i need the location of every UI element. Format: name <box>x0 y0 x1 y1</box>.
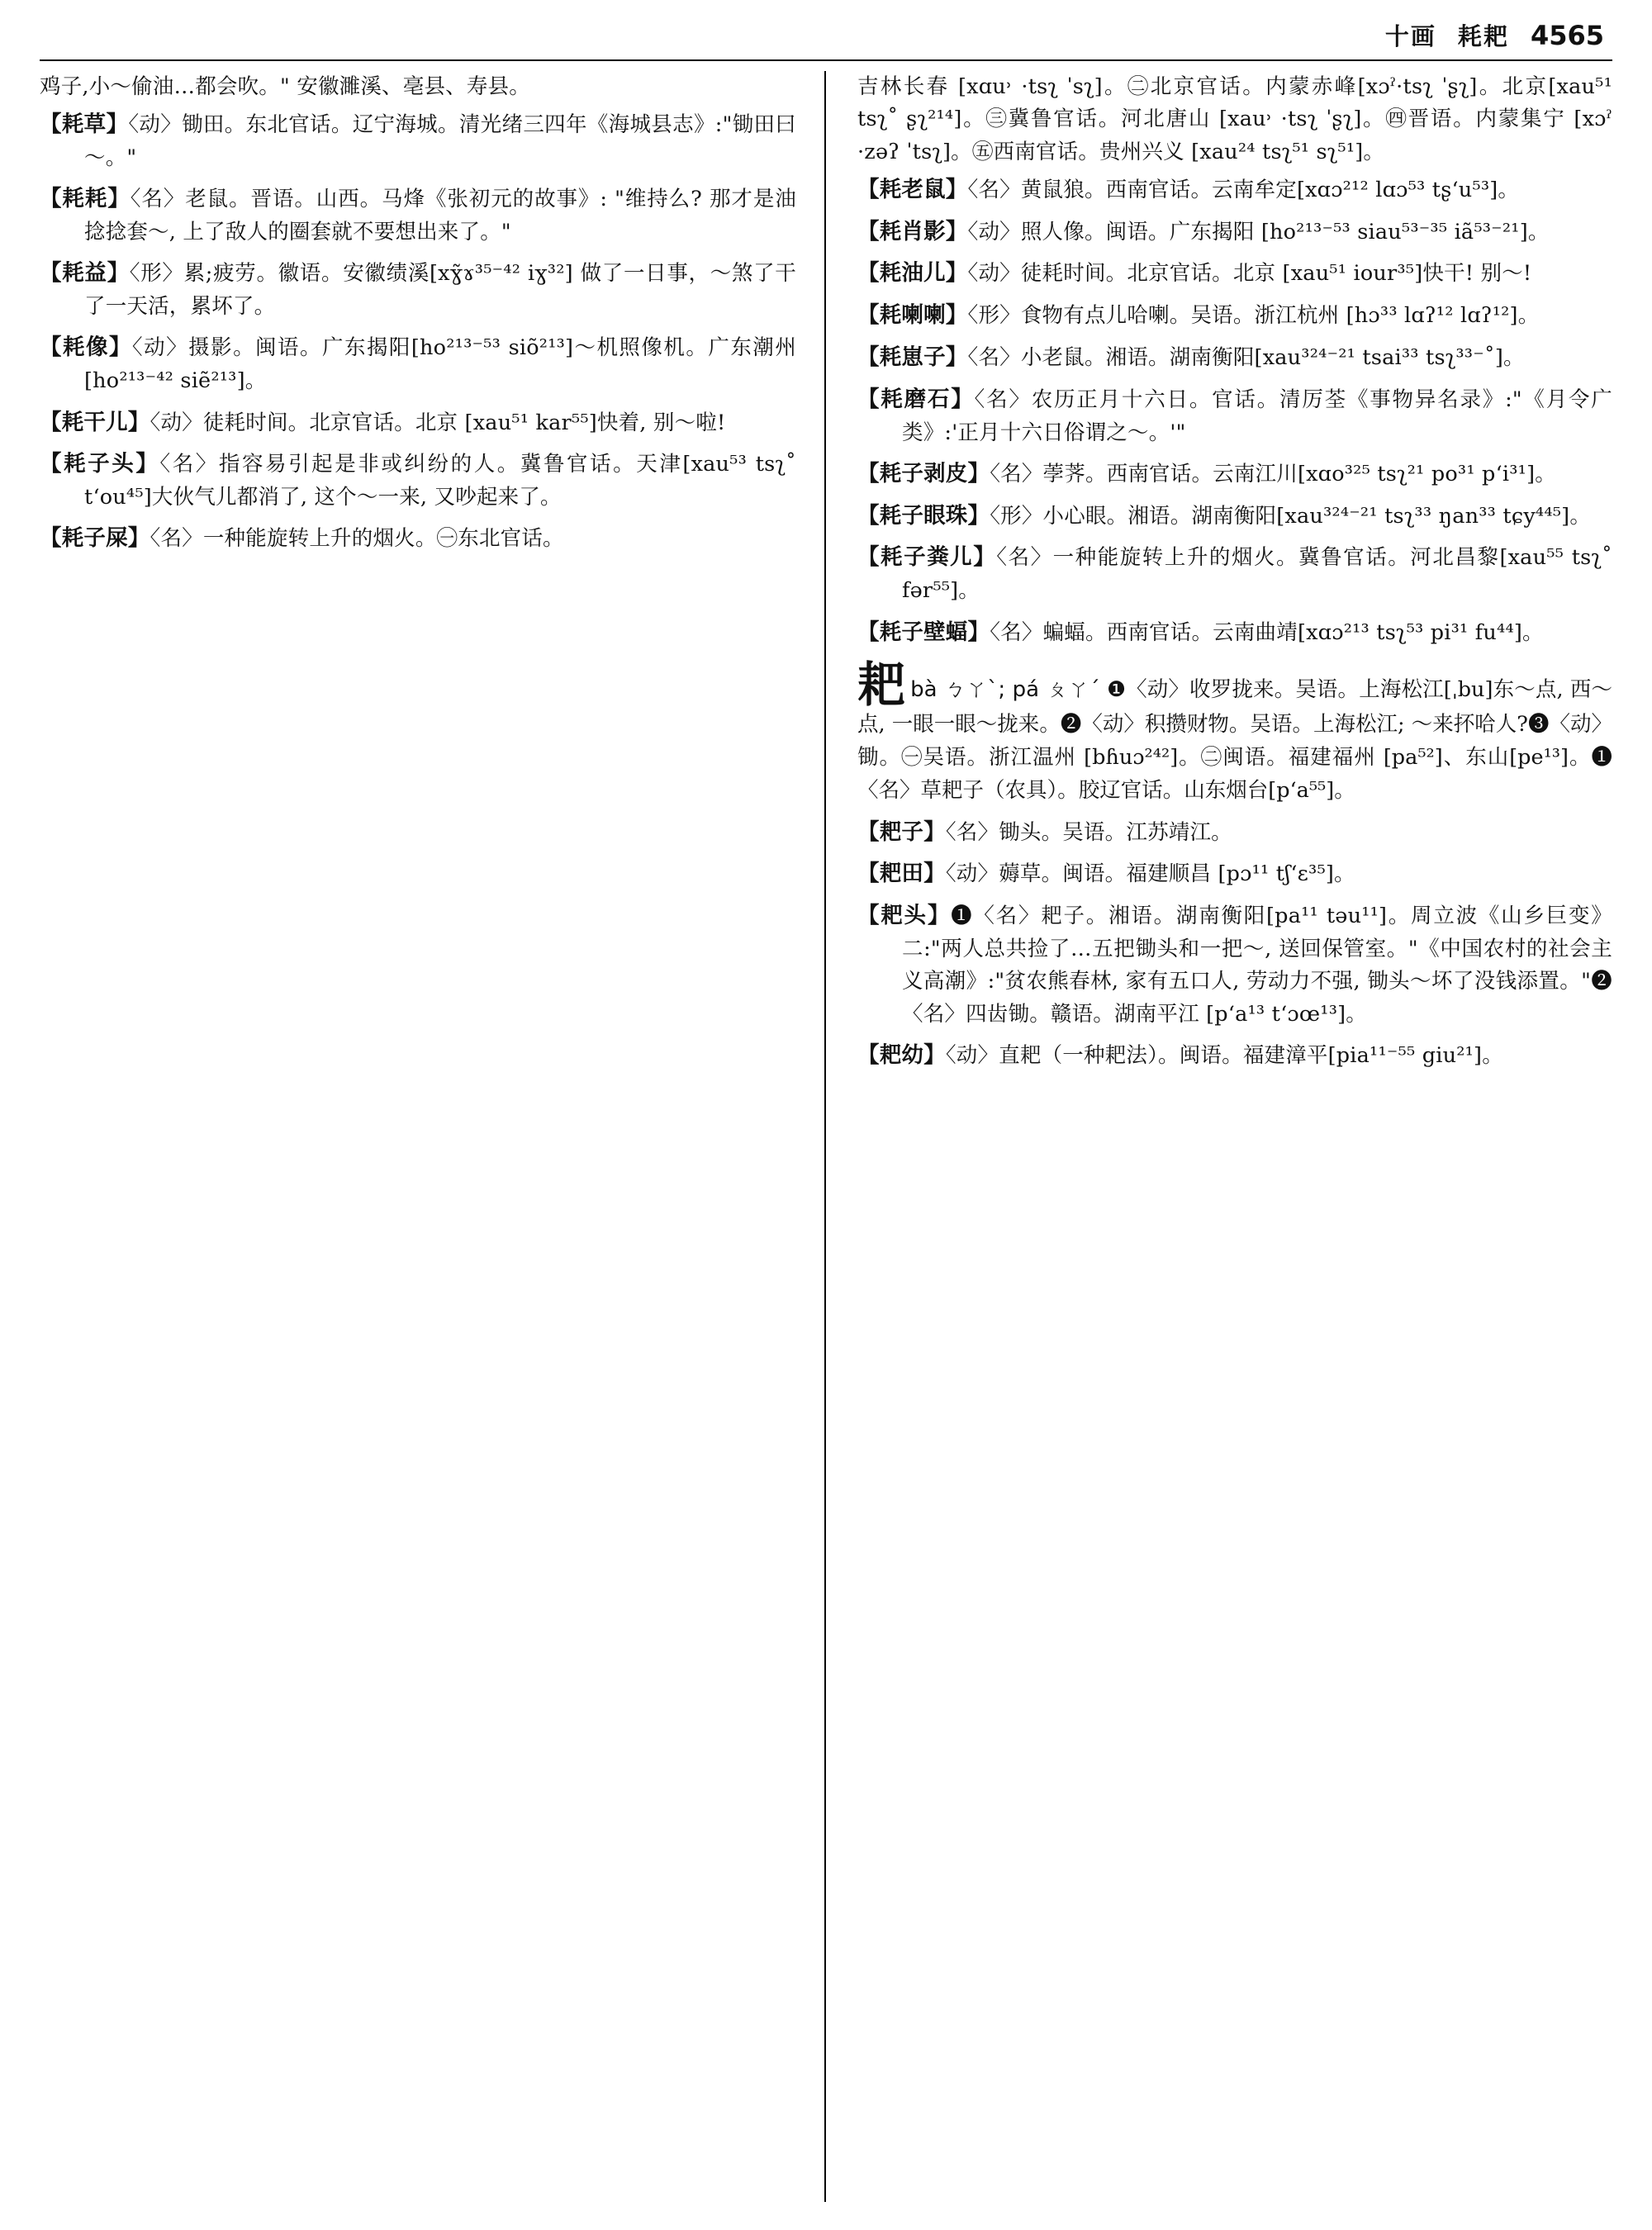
entry-body: 〈名〉蝙蝠。西南官话。云南曲靖[xɑɔ²¹³ tsʅ⁵³ pi³¹ fu⁴⁴]。 <box>990 619 1544 645</box>
entry-body: 〈名〉一种能旋转上升的烟火。冀鲁官话。河北昌黎[xau⁵⁵ tsʅ˚ fər⁵⁵]。 <box>902 545 1612 604</box>
entry-headword: 【耗耗】 <box>40 186 131 212</box>
entry-headword: 【耗崽子】 <box>857 344 968 370</box>
entry-headword: 【耙头】 <box>857 903 952 929</box>
dictionary-entry <box>40 108 796 174</box>
dictionary-entry <box>857 616 1612 650</box>
entry-headword: 【耗子头】 <box>40 451 160 477</box>
entry-body: 〈动〉锄田。东北官话。辽宁海城。清光绪三四年《海城县志》:"锄田曰～。" <box>84 112 796 171</box>
dictionary-entry <box>857 257 1612 291</box>
dictionary-entry <box>857 500 1612 534</box>
entry-headword: 【耗老鼠】 <box>857 176 968 202</box>
head-character-pronunciation: bà ㄅㄚˋ; pá ㄆㄚˊ <box>910 677 1100 703</box>
entry-headword: 【耗子粪儿】 <box>857 544 997 571</box>
dictionary-entry <box>40 257 796 323</box>
entry-body: 〈形〉累;疲劳。徽语。安徽绩溪[xɣ̃ɤ³⁵⁻⁴² iɣ³²] 做了一日事，～煞了干了一天活，累坏了。 <box>84 261 796 320</box>
entry-headword: 【耗喇喇】 <box>857 302 968 329</box>
page-columns <box>40 71 1612 2202</box>
entry-body: 〈动〉薅草。闽语。福建顺昌 [pɔ¹¹ tʃʻɛ³⁵]。 <box>945 861 1355 887</box>
main-head-character-entry <box>857 657 1612 807</box>
dictionary-entry <box>857 1039 1612 1073</box>
entry-headword: 【耗干儿】 <box>40 409 150 435</box>
entry-headword: 【耗子眼珠】 <box>857 502 990 529</box>
entry-body: 〈名〉黄鼠狼。西南官话。云南牟定[xɑɔ²¹² lɑɔ⁵³ tʂʻu⁵³]。 <box>967 177 1520 202</box>
entry-body: 〈名〉老鼠。晋语。山西。马烽《张初元的故事》: "维持么? 那才是油捻捻套～, 上了敌人的圈套就不要想出来了。" <box>84 187 796 245</box>
entry-body: 〈名〉一种能旋转上升的烟火。㊀东北官话。 <box>150 526 564 552</box>
entry-headword: 【耙幼】 <box>857 1041 946 1068</box>
entry-body: 〈名〉荸荠。西南官话。云南江川[xɑo³²⁵ tsʅ²¹ po³¹ pʻi³¹]。 <box>990 461 1556 486</box>
header-stroke-label: 十画 <box>1384 22 1436 50</box>
entry-body: 〈动〉直耙（一种耙法）。闽语。福建漳平[pia¹¹⁻⁵⁵ giu²¹]。 <box>945 1042 1503 1068</box>
dictionary-entry <box>40 522 796 556</box>
dictionary-entry <box>857 299 1612 333</box>
dictionary-entry <box>40 406 796 440</box>
entry-body: 〈名〉小老鼠。湘语。湖南衡阳[xau³²⁴⁻²¹ tsai³³ tsʅ³³⁻˚]。 <box>967 344 1525 370</box>
entry-headword: 【耗子剥皮】 <box>857 460 990 486</box>
dictionary-entry <box>857 541 1612 607</box>
dictionary-entry <box>40 183 796 249</box>
entry-body: 〈动〉摄影。闽语。广东揭阳[ho²¹³⁻⁵³ siõ²¹³]～机照像机。广东潮州[ho²¹³⁻⁴² siẽ²¹³]。 <box>84 335 796 394</box>
entry-headword: 【耗益】 <box>40 260 130 287</box>
dictionary-entry <box>857 216 1612 249</box>
head-character-body: ❶〈动〉收罗拢来。吴语。上海松江[ˌbu]东～点, 西～点, 一眼一眼～拢来。❷〈动〉积攒财物。吴语。上海松江; ～来抔哈人?❸〈动〉锄。㊀吴语。浙江温州 [bɦuɔ²⁴²]。㊁闽语。福建福州 [pa⁵²]、东山[pe¹³]。❶〈名〉草耙子（农具）。胶辽官话。山东烟台[pʻa⁵⁵]。 <box>857 677 1612 803</box>
dictionary-entry <box>857 341 1612 375</box>
entry-headword: 【耗油儿】 <box>857 260 968 287</box>
dictionary-entry <box>857 857 1612 891</box>
continued-paragraph: 鸡子,小～偷油…都会吹。" 安徽濉溪、亳县、寿县。 <box>40 74 530 99</box>
entry-body: 〈名〉锄头。吴语。江苏靖江。 <box>945 819 1232 845</box>
header-rule <box>40 59 1612 61</box>
header-guide-words: 耗耙 <box>1457 22 1509 50</box>
dictionary-entry <box>857 173 1612 207</box>
continued-paragraph: 吉林长春 [xɑu˒ ·tsʅ ˈsʅ]。㊁北京官话。内蒙赤峰[xɔˀ·tsʅ ˈʂʅ]。北京[xau⁵¹ tsʅ˚ ʂʅ²¹⁴]。㊂冀鲁官话。河北唐山 [xau˒ ·tsʅ ˈʂʅ]。㊃晋语。内蒙集宁 [xɔˀ ·zəʔ ˈtsʅ]。㊄西南官话。贵州兴义 [xau²⁴ tsʅ⁵¹ sʅ⁵¹]。 <box>857 74 1612 164</box>
head-character: 耙 <box>857 657 906 714</box>
entry-headword: 【耗像】 <box>40 334 132 361</box>
entry-body: 〈形〉小心眼。湘语。湖南衡阳[xau³²⁴⁻²¹ tsʅ³³ ŋan³³ tɕy⁴⁴⁵]。 <box>990 503 1592 529</box>
dictionary-entry <box>857 816 1612 850</box>
dictionary-entry <box>40 331 796 397</box>
dictionary-entry <box>857 383 1612 449</box>
entry-body: ❶〈名〉耙子。湘语。湖南衡阳[pa¹¹ təu¹¹]。周立波《山乡巨变》二:"两人总共捡了…五把锄头和一把～, 送回保管室。"《中国农村的社会主义高潮》:"贫农熊春林, 家有五口人, 劳动力不强, 锄头～坏了没钱添置。"❷〈名〉四齿锄。赣语。湖南平江 [pʻa¹³ tʻɔœ¹³]。 <box>902 904 1612 1027</box>
dictionary-entry <box>40 448 796 514</box>
entry-body: 〈动〉照人像。闽语。广东揭阳 [ho²¹³⁻⁵³ siau⁵³⁻³⁵ iã⁵³⁻²¹]。 <box>967 219 1550 244</box>
page-number: 4565 <box>1530 20 1604 51</box>
entry-headword: 【耗子壁蝠】 <box>857 619 990 645</box>
page-header <box>40 18 1612 56</box>
entry-headword: 【耗草】 <box>40 112 129 138</box>
dictionary-entry <box>857 899 1612 1031</box>
entry-headword: 【耙子】 <box>857 818 946 845</box>
left-column <box>40 71 826 2202</box>
right-column <box>826 71 1612 2202</box>
entry-headword: 【耗子屎】 <box>40 525 150 552</box>
entry-body: 〈动〉徒耗时间。北京官话。北京 [xau⁵¹ kar⁵⁵]快着, 别～啦! <box>150 410 726 435</box>
entry-headword: 【耗肖影】 <box>857 218 968 244</box>
entry-body: 〈形〉食物有点儿哈喇。吴语。浙江杭州 [hɔ³³ lɑʔ¹² lɑʔ¹²]。 <box>967 303 1540 329</box>
entry-body: 〈名〉指容易引起是非或纠纷的人。冀鲁官话。天津[xau⁵³ tsʅ˚ tʻou⁴⁵]大伙气儿都消了, 这个～一来, 又吵起来了。 <box>84 452 796 510</box>
entry-body: 〈名〉农历正月十六日。官话。清厉荃《事物异名录》:"《月令广类》:'正月十六日俗谓之～。'" <box>902 387 1613 445</box>
entry-body: 〈动〉徒耗时间。北京官话。北京 [xau⁵¹ iour³⁵]快干! 别～! <box>967 261 1532 287</box>
entry-headword: 【耗磨石】 <box>857 386 975 412</box>
dictionary-entry <box>857 458 1612 491</box>
entry-headword: 【耙田】 <box>857 861 946 887</box>
